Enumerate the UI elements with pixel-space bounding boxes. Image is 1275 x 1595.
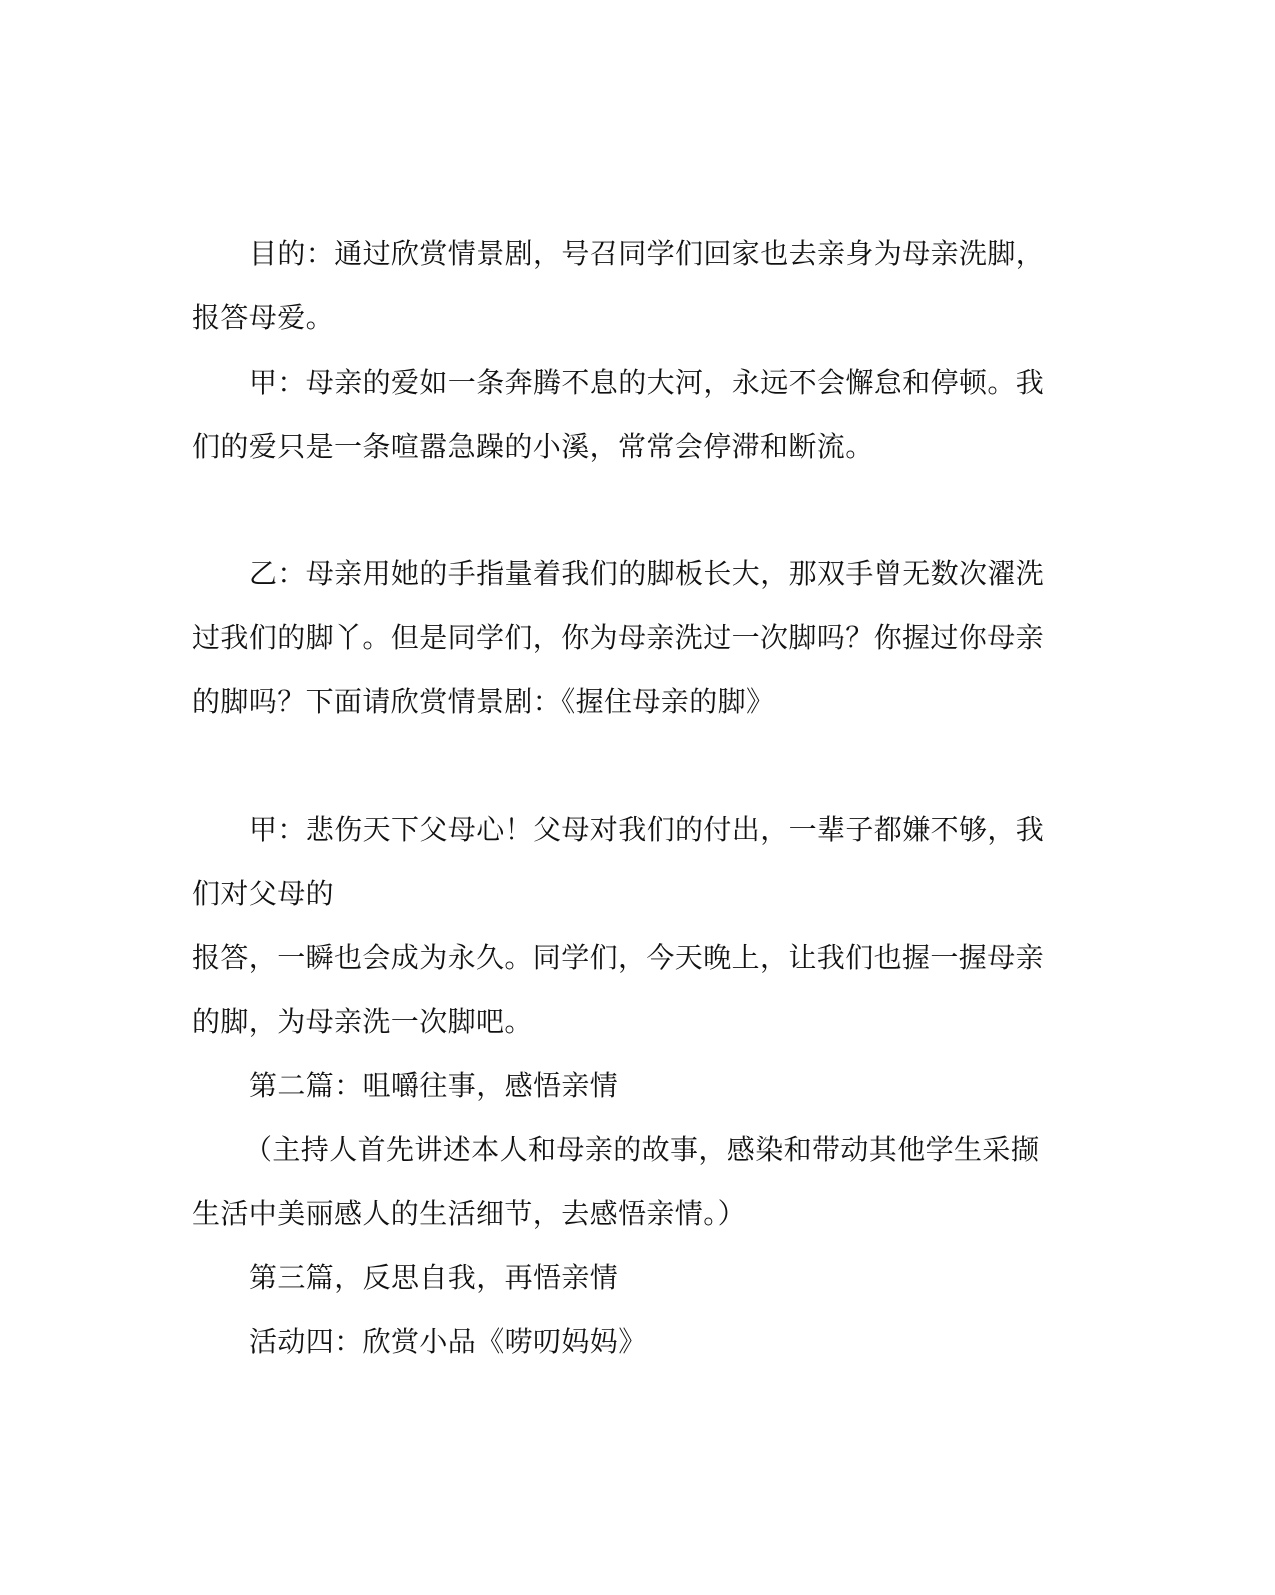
text-line: 报答，一瞬也会成为永久。同学们，今天晚上，让我们也握一握母亲 [192,941,1045,974]
text-line: 乙：母亲用她的手指量着我们的脚板长大，那双手曾无数次濯洗 [249,557,1045,590]
text-line: 甲：母亲的爱如一条奔腾不息的大河，永远不会懈怠和停顿。我 [249,366,1045,399]
text-line: （主持人首先讲述本人和母亲的故事，感染和带动其他学生采撷 [244,1133,1040,1166]
text-line: 的脚，为母亲洗一次脚吧。 [192,1005,533,1038]
text-line: 们的爱只是一条喧嚣急躁的小溪，常常会停滞和断流。 [192,430,874,463]
text-line: 目的：通过欣赏情景剧，号召同学们回家也去亲身为母亲洗脚， [249,237,1045,270]
section-heading: 第三篇，反思自我，再悟亲情 [249,1261,619,1294]
text-line: 们对父母的 [192,877,335,910]
text-line: 生活中美丽感人的生活细节，去感悟亲情。） [192,1197,747,1230]
text-line: 过我们的脚丫。但是同学们，你为母亲洗过一次脚吗？你握过你母亲 [192,621,1045,654]
text-line: 的脚吗？下面请欣赏情景剧：《握住母亲的脚》 [192,685,775,718]
text-line: 甲：悲伤天下父母心！父母对我们的付出，一辈子都嫌不够，我 [249,813,1045,846]
activity-heading: 活动四：欣赏小品《唠叨妈妈》 [249,1325,647,1358]
text-line: 报答母爱。 [192,301,335,334]
section-heading: 第二篇：咀嚼往事，感悟亲情 [249,1069,619,1102]
